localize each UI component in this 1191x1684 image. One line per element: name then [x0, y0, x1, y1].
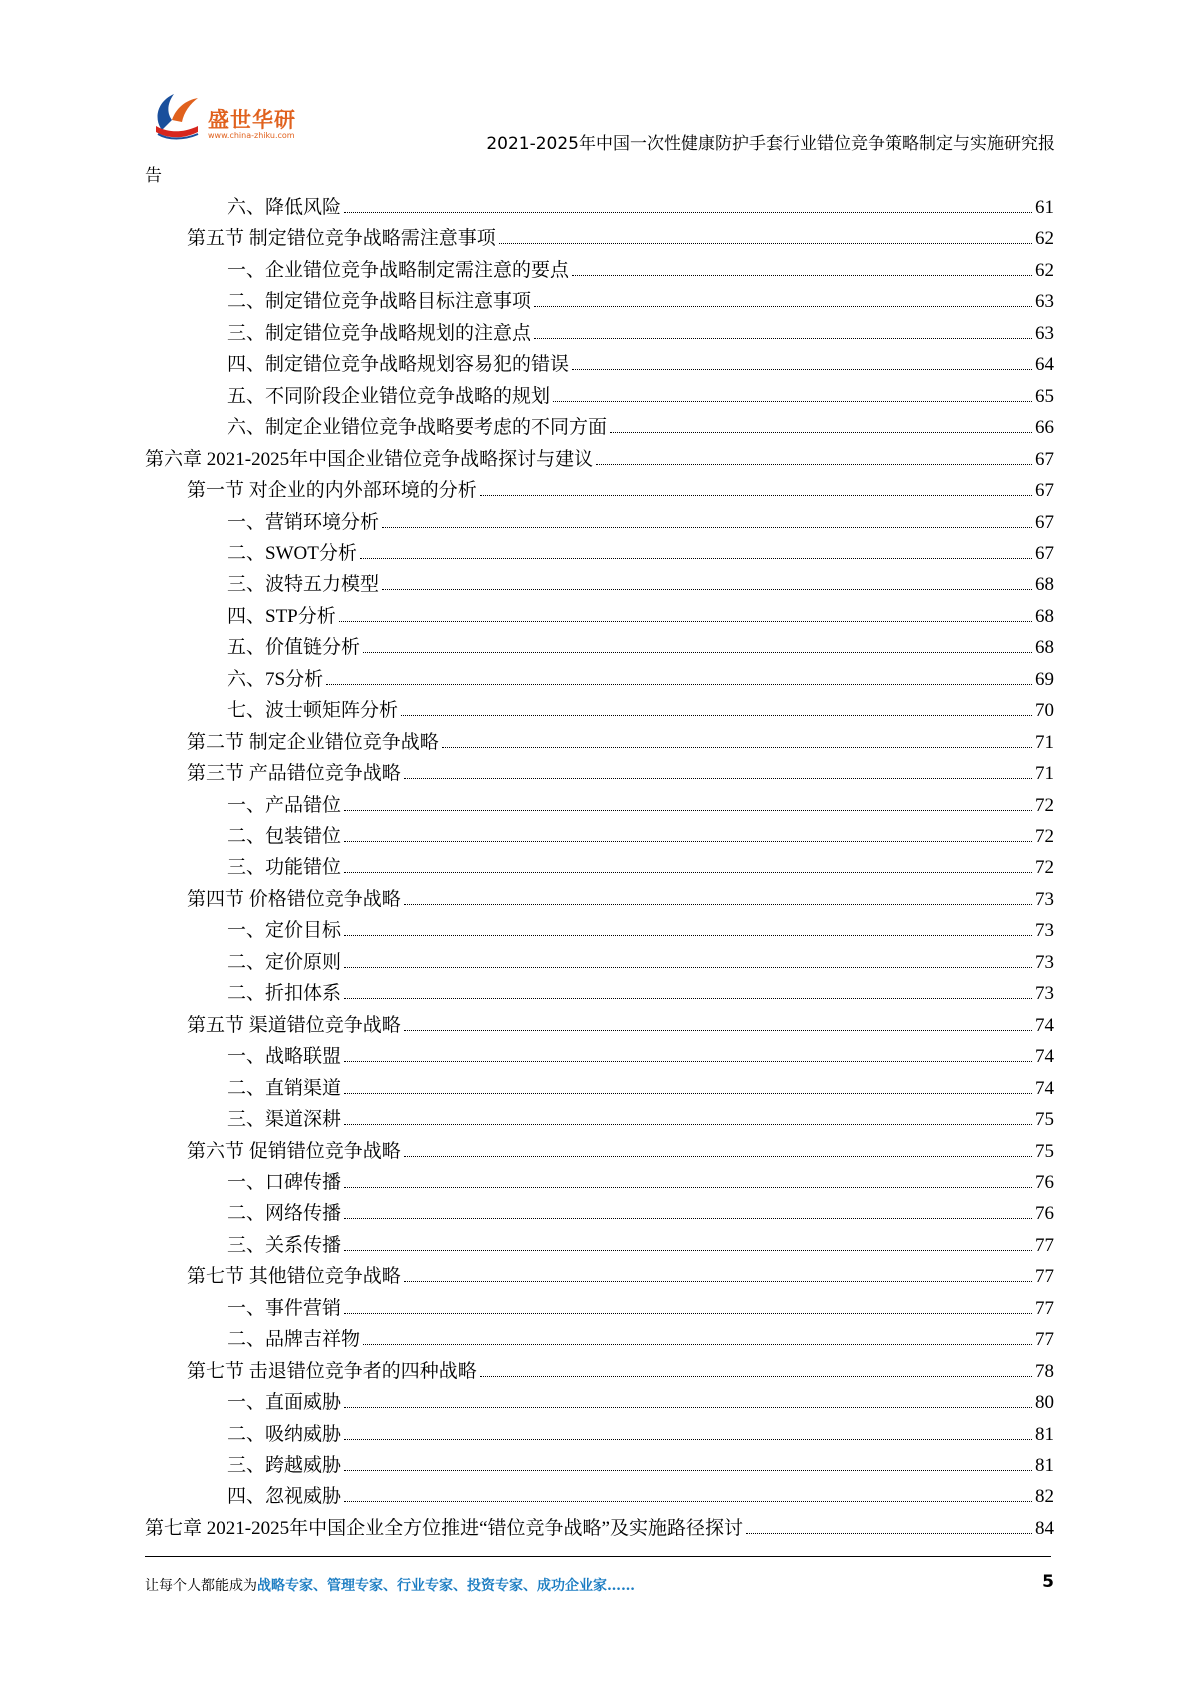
toc-dot-leader	[401, 699, 1032, 716]
footer-slogan-highlight: 战略专家、管理专家、行业专家、投资专家、成功企业家……	[257, 1578, 635, 1594]
toc-dot-leader	[344, 982, 1032, 999]
toc-entry-page: 73	[1035, 951, 1054, 973]
toc-entry[interactable]	[227, 569, 1054, 597]
toc-entry-page: 77	[1035, 1234, 1054, 1256]
toc-dot-leader	[499, 227, 1032, 244]
toc-entry-page: 67	[1035, 448, 1054, 470]
toc-entry[interactable]	[227, 664, 1054, 692]
toc-dot-leader	[344, 1297, 1032, 1314]
toc-entry-page: 77	[1035, 1297, 1054, 1319]
toc-entry[interactable]	[187, 223, 1054, 251]
toc-entry-page: 68	[1035, 574, 1054, 596]
toc-entry[interactable]	[227, 192, 1054, 220]
toc-entry-title: 六、7S分析	[227, 668, 324, 690]
toc-entry[interactable]	[187, 1356, 1054, 1384]
toc-entry-page: 66	[1035, 417, 1054, 439]
toc-entry[interactable]	[227, 1481, 1054, 1509]
toc-entry-title: 第六章 2021-2025年中国企业错位竞争战略探讨与建议	[145, 448, 594, 470]
toc-dot-leader	[572, 353, 1032, 370]
toc-entry[interactable]	[227, 507, 1054, 535]
toc-dot-leader	[404, 888, 1032, 905]
toc-entry-page: 67	[1035, 511, 1054, 533]
toc-entry-title: 六、降低风险	[227, 197, 342, 218]
toc-entry-page: 72	[1035, 826, 1054, 847]
toc-entry-title: 四、制定错位竞争战略规划容易犯的错误	[227, 354, 570, 376]
toc-entry[interactable]	[145, 444, 1054, 472]
footer-divider	[145, 1556, 1051, 1557]
toc-entry-page: 84	[1035, 1517, 1054, 1539]
toc-entry-page: 74	[1035, 1014, 1054, 1036]
toc-entry-page: 74	[1035, 1077, 1054, 1099]
toc-entry-title: 六、制定企业错位竞争战略要考虑的不同方面	[227, 417, 608, 439]
toc-entry-page: 71	[1035, 763, 1054, 785]
toc-dot-leader	[344, 1391, 1032, 1408]
toc-entry-title: 一、事件营销	[227, 1297, 342, 1319]
toc-entry-page: 77	[1035, 1266, 1054, 1288]
toc-entry-page: 62	[1035, 228, 1054, 250]
toc-entry[interactable]	[227, 915, 1054, 943]
toc-entry-page: 72	[1035, 857, 1054, 879]
toc-entry-title: 第一节 对企业的内外部环境的分析	[187, 480, 477, 502]
toc-entry[interactable]	[227, 695, 1054, 723]
toc-entry-title: 一、战略联盟	[227, 1046, 342, 1068]
toc-entry-page: 72	[1035, 794, 1054, 816]
toc-entry-title: 二、SWOT分析	[227, 542, 357, 564]
toc-dot-leader	[344, 856, 1032, 873]
toc-dot-leader	[363, 1328, 1032, 1345]
toc-dot-leader	[610, 416, 1032, 433]
toc-entry-title: 二、定价原则	[227, 951, 342, 973]
toc-dot-leader	[344, 1045, 1032, 1062]
toc-dot-leader	[344, 1423, 1032, 1440]
toc-entry-title: 三、跨越威胁	[227, 1455, 342, 1476]
toc-entry-title: 一、企业错位竞争战略制定需注意的要点	[227, 259, 570, 281]
toc-entry-title: 第二节 制定企业错位竞争战略	[187, 731, 439, 753]
toc-dot-leader	[382, 511, 1032, 528]
toc-dot-leader	[572, 259, 1032, 276]
toc-entry-page: 74	[1035, 1046, 1054, 1068]
report-title-line1: 2021-2025年中国一次性健康防护手套行业错位竞争策略制定与实施研究报	[486, 134, 1055, 154]
toc-dot-leader	[344, 196, 1032, 213]
report-title	[145, 126, 1055, 162]
toc-dot-leader	[360, 542, 1032, 559]
toc-entry[interactable]	[227, 1041, 1054, 1069]
toc-entry-title: 七、波士顿矩阵分析	[227, 700, 399, 722]
toc-entry-title: 第四节 价格错位竞争战略	[187, 888, 401, 910]
toc-entry[interactable]	[227, 601, 1054, 629]
toc-entry[interactable]	[227, 538, 1054, 566]
toc-entry[interactable]	[227, 349, 1054, 377]
toc-dot-leader	[326, 668, 1032, 685]
toc-entry-page: 82	[1035, 1486, 1054, 1508]
toc-entry-title: 二、网络传播	[227, 1203, 342, 1225]
toc-entry-title: 三、制定错位竞争战略规划的注意点	[227, 322, 532, 344]
toc-dot-leader	[404, 1140, 1032, 1157]
toc-entry[interactable]	[227, 286, 1054, 314]
toc-entry[interactable]	[187, 1136, 1054, 1164]
toc-entry[interactable]	[187, 1261, 1054, 1289]
toc-entry-page: 81	[1035, 1423, 1054, 1445]
toc-entry[interactable]	[187, 884, 1054, 912]
toc-entry-title: 一、营销环境分析	[227, 511, 380, 533]
toc-entry-page: 78	[1035, 1360, 1054, 1382]
toc-entry[interactable]	[227, 1198, 1054, 1226]
toc-dot-leader	[344, 1077, 1032, 1094]
toc-entry-title: 一、口碑传播	[227, 1171, 342, 1193]
toc-entry[interactable]	[227, 852, 1054, 880]
footer-slogan-prefix: 让每个人都能成为	[145, 1578, 257, 1594]
toc-entry-page: 67	[1035, 480, 1054, 502]
toc-dot-leader	[442, 731, 1032, 748]
toc-entry-page: 80	[1035, 1392, 1054, 1414]
toc-entry[interactable]	[187, 475, 1054, 503]
toc-entry-title: 第三节 产品错位竞争战略	[187, 763, 401, 785]
toc-entry-title: 二、折扣体系	[227, 983, 342, 1005]
toc-dot-leader	[344, 794, 1032, 811]
toc-dot-leader	[480, 1360, 1032, 1377]
toc-entry[interactable]	[227, 978, 1054, 1006]
toc-entry[interactable]	[227, 1450, 1054, 1478]
toc-entry-page: 63	[1035, 291, 1054, 313]
toc-dot-leader	[553, 385, 1032, 402]
toc-dot-leader	[596, 448, 1032, 465]
toc-dot-leader	[344, 1485, 1032, 1502]
toc-entry[interactable]	[187, 758, 1054, 786]
toc-entry-page: 63	[1035, 322, 1054, 344]
toc-entry-page: 73	[1035, 888, 1054, 910]
toc-entry-title: 四、忽视威胁	[227, 1486, 342, 1508]
toc-entry-page: 64	[1035, 354, 1054, 376]
logo-url: www.china-zhiku.com	[208, 131, 295, 140]
toc-dot-leader	[344, 825, 1032, 842]
page-number: 5	[1042, 1572, 1054, 1592]
footer-slogan	[145, 1575, 635, 1595]
toc-entry-title: 五、不同阶段企业错位竞争战略的规划	[227, 385, 551, 407]
toc-entry[interactable]	[227, 1230, 1054, 1258]
toc-entry[interactable]	[227, 318, 1054, 346]
toc-dot-leader	[344, 951, 1032, 968]
toc-dot-leader	[344, 1202, 1032, 1219]
report-title-line2: 告	[145, 166, 162, 186]
toc-entry[interactable]	[187, 1010, 1054, 1038]
toc-entry-page: 71	[1035, 731, 1054, 753]
toc-entry-page: 67	[1035, 542, 1054, 564]
toc-dot-leader	[344, 1454, 1032, 1471]
toc-entry-title: 第七节 其他错位竞争战略	[187, 1266, 401, 1288]
toc-entry-page: 68	[1035, 637, 1054, 659]
toc-entry[interactable]	[227, 1324, 1054, 1352]
toc-dot-leader	[344, 1171, 1032, 1188]
toc-entry[interactable]	[227, 632, 1054, 660]
toc-entry[interactable]	[227, 821, 1054, 849]
toc-entry[interactable]	[145, 1513, 1054, 1541]
toc-entry-title: 第七节 击退错位竞争者的四种战略	[187, 1360, 477, 1382]
toc-entry-title: 一、产品错位	[227, 794, 342, 816]
toc-dot-leader	[404, 762, 1032, 779]
toc-entry-title: 三、关系传播	[227, 1234, 342, 1256]
toc-dot-leader	[404, 1265, 1032, 1282]
toc-entry-title: 二、包装错位	[227, 826, 342, 847]
toc-dot-leader	[382, 573, 1032, 590]
toc-dot-leader	[534, 290, 1032, 307]
toc-entry-page: 76	[1035, 1203, 1054, 1225]
toc-entry-page: 65	[1035, 385, 1054, 407]
toc-entry[interactable]	[227, 381, 1054, 409]
toc-dot-leader	[363, 636, 1032, 653]
toc-entry-title: 第六节 促销错位竞争战略	[187, 1140, 401, 1162]
logo-name: 盛世华研	[208, 108, 296, 132]
toc-dot-leader	[480, 479, 1032, 496]
toc-dot-leader	[746, 1517, 1032, 1534]
toc-entry-page: 77	[1035, 1329, 1054, 1351]
toc-entry-title: 三、渠道深耕	[227, 1109, 342, 1131]
toc-entry[interactable]	[227, 1293, 1054, 1321]
toc-entry[interactable]	[227, 1387, 1054, 1415]
toc-dot-leader	[344, 1234, 1032, 1251]
toc-entry-title: 二、品牌吉祥物	[227, 1329, 361, 1351]
toc-entry-title: 第五节 渠道错位竞争战略	[187, 1014, 401, 1036]
toc-entry[interactable]	[227, 790, 1054, 818]
toc-entry-title: 第七章 2021-2025年中国企业全方位推进“错位竞争战略”及实施路径探讨	[145, 1517, 743, 1539]
toc-entry-page: 73	[1035, 920, 1054, 942]
toc-entry[interactable]	[227, 1419, 1054, 1447]
toc-entry-title: 三、功能错位	[227, 857, 342, 879]
toc-entry-page: 62	[1035, 259, 1054, 281]
toc-entry[interactable]	[227, 255, 1054, 283]
toc-entry-title: 二、吸纳威胁	[227, 1423, 342, 1445]
toc-dot-leader	[534, 322, 1032, 339]
toc-dot-leader	[344, 919, 1032, 936]
toc-entry-page: 76	[1035, 1171, 1054, 1193]
toc-dot-leader	[344, 1108, 1032, 1125]
toc-entry-page: 69	[1035, 668, 1054, 690]
toc-entry-title: 五、价值链分析	[227, 637, 361, 659]
toc-entry[interactable]	[187, 727, 1054, 755]
toc-entry-title: 三、波特五力模型	[227, 574, 380, 596]
toc-entry[interactable]	[227, 947, 1054, 975]
toc-entry-title: 一、定价目标	[227, 920, 342, 942]
toc-entry-page: 75	[1035, 1140, 1054, 1162]
toc-entry-title: 一、直面威胁	[227, 1392, 342, 1414]
toc-entry-title: 二、制定错位竞争战略目标注意事项	[227, 291, 532, 313]
toc-entry-title: 二、直销渠道	[227, 1077, 342, 1099]
toc-entry-page: 75	[1035, 1109, 1054, 1131]
toc-entry[interactable]	[227, 1073, 1054, 1101]
toc-entry-page: 70	[1035, 700, 1054, 722]
toc-entry-page: 61	[1035, 197, 1054, 218]
toc-dot-leader	[339, 605, 1032, 622]
toc-entry[interactable]	[227, 1104, 1054, 1132]
toc-entry-title: 四、STP分析	[227, 605, 336, 627]
toc-entry[interactable]	[227, 412, 1054, 440]
toc-entry[interactable]	[227, 1167, 1054, 1195]
toc-entry-page: 81	[1035, 1455, 1054, 1476]
toc-entry-title: 第五节 制定错位竞争战略需注意事项	[187, 228, 496, 250]
toc-entry-page: 73	[1035, 983, 1054, 1005]
toc-entry-page: 68	[1035, 605, 1054, 627]
toc-dot-leader	[404, 1014, 1032, 1031]
